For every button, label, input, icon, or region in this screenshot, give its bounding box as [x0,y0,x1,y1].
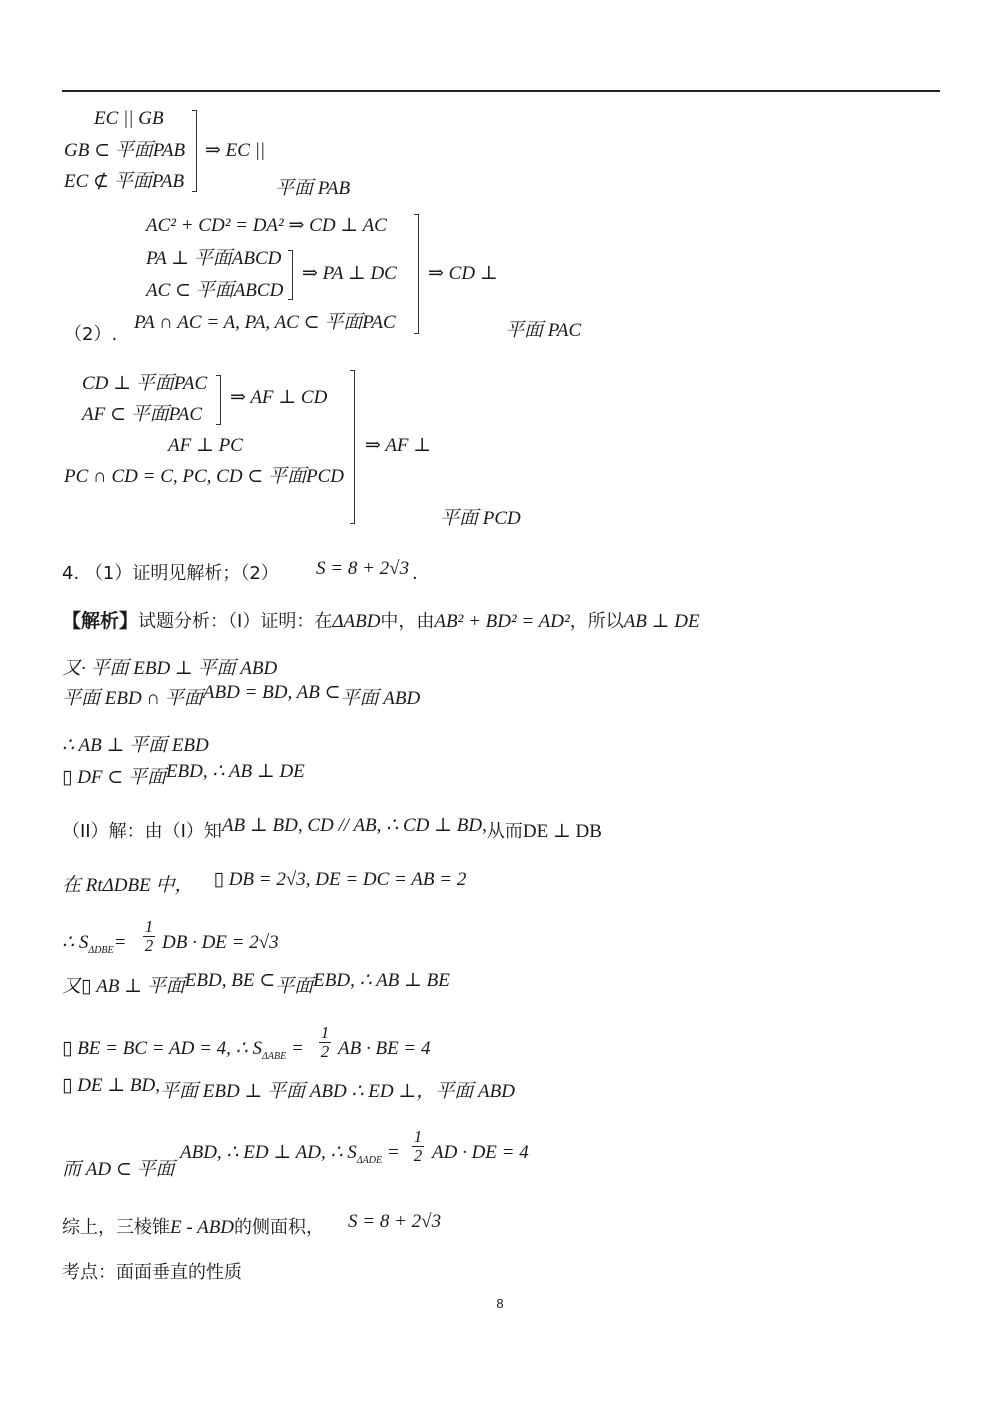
q4-head: 4. （1）证明见解析；（2） [62,563,279,584]
analysis-line13 [62,1211,442,1239]
analysis-line10: ▯ BE = BC = AD = 4, ∴ $S_{\Delta ABE}$ = [62,1038,304,1062]
block1-line1: EC || GB [94,108,164,129]
block1-line3: EC ⊄ 平面PAB [64,171,185,192]
frac2 [319,1024,331,1061]
l3a: 平面 EBD ∩ 平面 [62,688,203,709]
analysis-line9 [62,970,450,998]
l9a: 又▯ AB ⊥ 平面 [62,976,185,997]
ab-perp-de: AB ⊥ DE [623,611,700,632]
block1-line2: GB ⊂ 平面PAB [64,140,186,161]
block3-inner-brace [216,375,221,425]
analysis-line14: 考点：面面垂直的性质 [62,1262,242,1283]
block2-conclusion: ⇒ CD ⊥ [428,263,498,284]
block1-brace [192,110,197,192]
block2-line2: PA ⊥ 平面ABCD [146,248,282,269]
l13a: 综上，三棱锥 [62,1217,170,1238]
l6b: AB ⊥ BD, CD // AB, ∴ CD ⊥ BD, [221,815,487,836]
block2-label: （2）. [64,324,118,345]
l12a: 而 AD ⊂ 平面 [62,1159,175,1180]
frac2-num: 1 [320,1023,330,1042]
l13d: S = 8 + 2√3 [348,1211,442,1232]
analysis-line12b: ABD, ∴ ED ⊥ AD, ∴ $S_{\Delta ADE}$ = [180,1142,400,1166]
frac1 [143,918,155,955]
l9c: 平面 [275,976,314,997]
block3-line4: PC ∩ CD = C, PC, CD ⊂ 平面PCD [64,466,344,487]
l10b: AB · BE = 4 [338,1038,431,1059]
block2-outer-brace [414,214,419,334]
block1-conclusion: ⇒ EC || [205,140,266,161]
analysis-suoyi: ，所以 [569,611,624,632]
header-rule [62,90,940,92]
analysis-zhong: 中，由 [380,611,435,632]
frac3-num: 1 [413,1127,423,1146]
block2-inner-brace [288,250,293,300]
analysis-line5 [62,761,305,789]
l7b: ▯ DB = 2√3, DE = DC = AB = 2 [213,869,467,890]
l9d: EBD, ∴ AB ⊥ BE [313,970,450,991]
page-number: 8 [496,1296,504,1311]
block3-mid: ⇒ AF ⊥ CD [230,387,328,408]
analysis-tag: 【解析】 [62,610,139,632]
q4-end: . [412,563,418,584]
analysis-line11 [62,1075,515,1103]
l6a: （II）解：由（I）知 [62,821,222,842]
l6c: 从而 [486,821,523,842]
pythag-eq: AB² + BD² = AD² [434,611,570,632]
analysis-line12 [62,1158,175,1181]
block3-outer-brace [350,370,355,524]
block3-line3: AF ⊥ PC [168,435,243,456]
block2-mid: ⇒ PA ⊥ DC [302,263,397,284]
block3-line2: AF ⊂ 平面PAC [82,404,203,425]
l12-sub: ΔADE [356,1154,383,1166]
frac2-den: 2 [320,1042,330,1061]
analysis-intro: 试题分析：（I）证明：在 [138,611,333,632]
analysis-line3 [62,682,421,710]
frac1-den: 2 [144,936,154,955]
block3-conclusion: ⇒ AF ⊥ [365,435,432,456]
analysis-line4: ∴ AB ⊥ 平面 EBD [62,735,209,756]
analysis-line6 [62,815,602,843]
triangle-abd: ΔABD [332,611,381,632]
l13c: 的侧面积， [234,1217,325,1238]
l7a: 在 RtΔDBE 中， [62,875,194,896]
block2-conclusion-plane: 平面 PAC [505,320,582,341]
l5b: EBD, ∴ AB ⊥ DE [165,761,305,782]
block3-conclusion-plane: 平面 PCD [440,508,521,529]
frac1-num: 1 [144,917,154,936]
l13b: E - ABD [170,1217,235,1238]
frac3-den: 2 [413,1146,423,1165]
block2-line1: AC² + CD² = DA² ⇒ CD ⊥ AC [146,215,387,236]
analysis-line7 [62,869,467,897]
l10-sub: ΔABE [261,1050,287,1062]
l8c: DB · DE = 2√3 [162,932,279,953]
block2-line3: AC ⊂ 平面ABCD [146,280,284,301]
l8b: = [113,932,127,953]
l3b: ABD = BD, AB ⊂ [202,682,341,703]
l5a: ▯ DF ⊂ 平面 [62,767,166,788]
analysis-line2: 又· 平面 EBD ⊥ 平面 ABD [62,658,278,679]
l12c: AD · DE = 4 [432,1142,529,1163]
block1-conclusion-plane: 平面 PAB [275,178,351,199]
l3c: 平面 ABD [340,688,421,709]
l11b: 平面 EBD ⊥ 平面 ABD ∴ ED ⊥，平面 ABD [159,1081,515,1102]
block3-line1: CD ⊥ 平面PAC [82,373,208,394]
analysis-line1 [62,610,700,633]
block2-line4: PA ∩ AC = A, PA, AC ⊂ 平面PAC [134,312,396,333]
frac3 [412,1128,424,1165]
l11a: ▯ DE ⊥ BD, [62,1075,160,1096]
l9b: EBD, BE ⊂ [184,970,276,991]
analysis-line8 [62,932,126,962]
q4-answer: S = 8 + 2√3 [316,558,410,579]
l6d: DE ⊥ DB [522,821,602,842]
l8a: ∴ S [62,932,89,953]
l12b: ABD, ∴ ED ⊥ AD, ∴ S [180,1142,357,1163]
l10a: ▯ BE = BC = AD = 4, ∴ S [62,1038,262,1059]
l8-sub: ΔDBE [88,944,114,956]
